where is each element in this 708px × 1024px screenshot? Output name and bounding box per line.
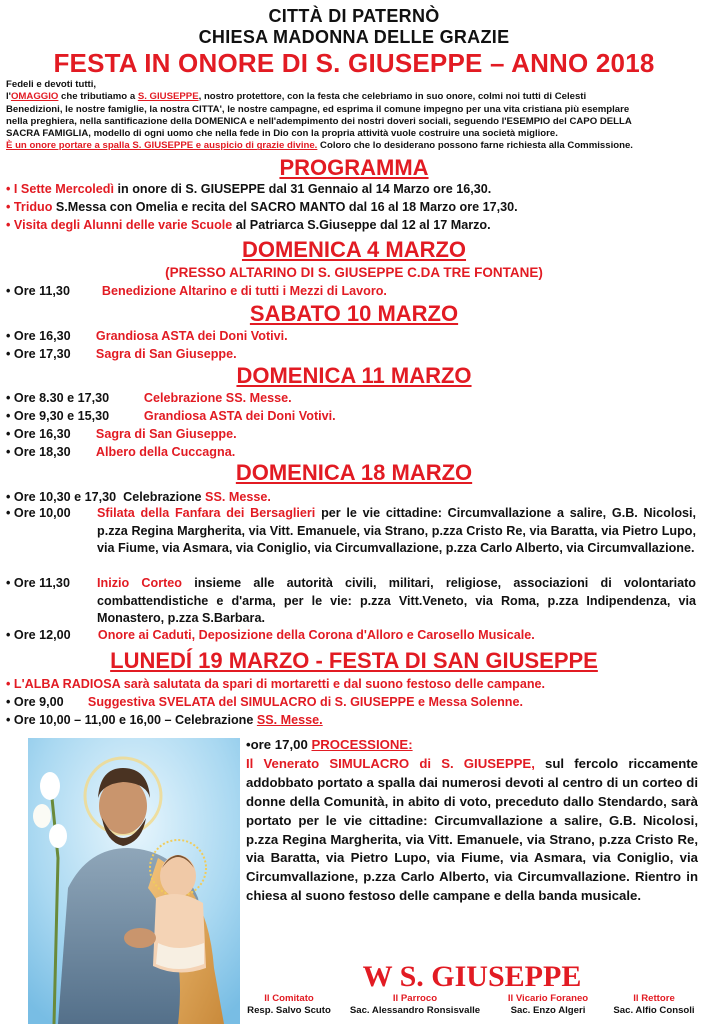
item-highlight: Suggestiva SVELATA del SIMULACRO di S. GIUSEPPE e Messa Solenne. bbox=[87, 695, 523, 709]
item-highlight: L'ALBA RADIOSA sarà salutata da spari di mortaretti e dal suono festoso delle campane. bbox=[13, 677, 546, 691]
lun19-heading bbox=[0, 648, 708, 674]
intro-text: che tributiamo a bbox=[58, 91, 138, 103]
list-item: • Ore 18,30 Albero della Cuccagna. bbox=[6, 445, 236, 459]
intro-text: , nostro protettore, con la festa che celebriamo in suo onore, colmi noi tutti di Celesti bbox=[198, 91, 587, 103]
item-text: S.Messa con Omelia e recita del SACRO MANTO dal 16 al 18 Marzo ore 17,30. bbox=[52, 200, 518, 214]
signature-title: Il Vicario Foraneo bbox=[507, 993, 589, 1004]
signature-title: Il Parroco bbox=[392, 993, 438, 1004]
intro-line: Fedeli e devoti tutti, bbox=[6, 79, 97, 90]
intro-highlight: S. GIUSEPPE bbox=[137, 91, 199, 103]
list-item: • Triduo S.Messa con Omelia e recita del SACRO MANTO dal 16 al 18 Marzo ore 17,30. bbox=[6, 200, 518, 214]
heading-text: DOMENICA 11 MARZO bbox=[236, 363, 472, 388]
dom18-heading bbox=[0, 460, 708, 486]
heading-text: DOMENICA 4 MARZO bbox=[241, 237, 467, 262]
item-time: Ore 9,00 bbox=[13, 695, 64, 709]
sab10-heading bbox=[0, 301, 708, 327]
viva-heading: W S. GIUSEPPE bbox=[362, 960, 582, 993]
heading-text: DOMENICA 18 MARZO bbox=[235, 460, 473, 485]
list-item: • Ore 16,30 Grandiosa ASTA dei Doni Votivi. bbox=[6, 329, 288, 343]
item-time-wrap: • Ore 11,30 bbox=[6, 576, 70, 590]
item-highlight: Albero della Cuccagna. bbox=[95, 445, 236, 459]
dom4-heading bbox=[0, 237, 708, 263]
list-item: • Ore 16,30 Sagra di San Giuseppe. bbox=[6, 427, 237, 441]
list-item bbox=[6, 505, 696, 558]
intro-line: Benedizioni, le nostre famiglie, la nostra CITTA', le nostre campagne, ed esprima il comune impegno per una vita cristiana più esemplare bbox=[6, 103, 630, 115]
item-highlight: Celebrazione SS. Messe. bbox=[143, 391, 292, 405]
intro-text: l' bbox=[6, 91, 11, 103]
item-highlight: SS. Messe. bbox=[256, 713, 323, 727]
item-text: in onore di S. GIUSEPPE dal 31 Gennaio al 14 Marzo ore 16,30. bbox=[114, 182, 492, 196]
heading-text: SABATO 10 MARZO bbox=[249, 301, 459, 326]
item-body bbox=[6, 575, 696, 628]
item-highlight: Grandiosa ASTA dei Doni Votivi. bbox=[143, 409, 336, 423]
signature-title: Il Comitato bbox=[264, 993, 314, 1004]
item-highlight: Sagra di San Giuseppe. bbox=[95, 427, 237, 441]
intro-paragraph bbox=[6, 79, 702, 153]
list-item: • Ore 11,30 Benedizione Altarino e di tutti i Mezzi di Lavoro. bbox=[6, 284, 387, 298]
item-text: per le vie cittadine: Circumvallazione a salire, G.B. Nicolosi, p.zza Regina Margherita, via Vitt. Emanuele, via Strano, p.zza Cristo Re, via Baratta, via Pietro Lupo, via Fiume, via Asmara, via Coniglio, via Circumvallazione, p.zza Carlo Alberto, via Circumvallazione. bbox=[97, 506, 697, 555]
intro-highlight: OMAGGIO bbox=[10, 91, 59, 103]
item-time: Ore 10,00 – 11,00 e 16,00 – Celebrazione bbox=[13, 713, 254, 727]
item-time: Ore 10,30 e 17,30 bbox=[13, 490, 117, 504]
item-text: Celebrazione bbox=[123, 490, 202, 504]
item-time: Ore 11,30 bbox=[13, 284, 70, 298]
signature-block bbox=[604, 993, 704, 1017]
procession-highlight: Il Venerato SIMULACRO di S. GIUSEPPE, bbox=[246, 755, 535, 771]
intro-text: Coloro che lo desiderano possono farne richiesta alla Commissione. bbox=[317, 140, 633, 152]
item-highlight: SS. Messe. bbox=[205, 490, 271, 504]
list-item: • I Sette Mercoledì in onore di S. GIUSEPPE dal 31 Gennaio al 14 Marzo ore 16,30. bbox=[6, 182, 492, 196]
list-item bbox=[6, 575, 696, 628]
saint-joseph-image bbox=[28, 738, 240, 1024]
item-highlight: Benedizione Altarino e di tutti i Mezzi di Lavoro. bbox=[101, 284, 387, 298]
item-highlight: Onore ai Caduti, Deposizione della Corona d'Alloro e Carosello Musicale. bbox=[97, 628, 535, 642]
programma-heading bbox=[0, 155, 708, 181]
list-item: • Ore 9,30 e 15,30 Grandiosa ASTA dei Doni Votivi. bbox=[6, 409, 336, 423]
item-highlight: Sagra di San Giuseppe. bbox=[95, 347, 237, 361]
signature-name: Resp. Salvo Scuto bbox=[247, 1005, 331, 1016]
item-time: Ore 12,00 bbox=[13, 628, 71, 642]
item-body bbox=[6, 505, 696, 558]
list-item: • Ore 9,00 Suggestiva SVELATA del SIMULACRO di S. GIUSEPPE e Messa Solenne. bbox=[6, 695, 523, 709]
church-heading: CHIESA MADONNA DELLE GRAZIE bbox=[198, 27, 510, 47]
item-highlight: Visita degli Alunni delle varie Scuole bbox=[13, 218, 233, 232]
dom4-subheading: (PRESSO ALTARINO DI S. GIUSEPPE C.DA TRE FONTANE) bbox=[165, 265, 543, 280]
intro-highlight: È un onore portare a spalla S. GIUSEPPE e auspicio di grazie divine. bbox=[6, 140, 318, 152]
item-time: Ore 9,30 e 15,30 bbox=[13, 409, 110, 423]
signature-block bbox=[244, 993, 334, 1017]
item-time: Ore 17,30 bbox=[13, 347, 71, 361]
intro-line bbox=[6, 91, 702, 103]
item-time-wrap: • Ore 10,00 bbox=[6, 506, 71, 520]
signature-name: Sac. Enzo Algeri bbox=[510, 1005, 586, 1016]
item-highlight: Grandiosa ASTA dei Doni Votivi. bbox=[95, 329, 288, 343]
item-time: Ore 8.30 e 17,30 bbox=[13, 391, 110, 405]
item-highlight: I Sette Mercoledì bbox=[13, 182, 115, 196]
list-item: • Ore 8.30 e 17,30 Celebrazione SS. Messe. bbox=[6, 391, 292, 405]
intro-line bbox=[6, 140, 702, 152]
procession-paragraph bbox=[246, 736, 698, 906]
item-highlight: Sfilata della Fanfara dei Bersaglieri bbox=[97, 506, 316, 520]
item-highlight: Inizio Corteo bbox=[97, 576, 182, 590]
intro-line: SACRA FAMIGLIA, modello di ogni uomo che nella fede in Dio con la propria attività vuole costruire una società migliore. bbox=[6, 128, 558, 140]
procession-time: •ore 17,00 bbox=[246, 737, 308, 752]
list-item: • Ore 10,30 e 17,30 Celebrazione SS. Messe. bbox=[6, 490, 271, 504]
saint-joseph-illustration bbox=[28, 738, 240, 1024]
intro-line: nella preghiera, nella santificazione della DOMENICA e nell'adempimento dei nostri doveri sociali, seguendo l'ESEMPIO del CAPO DELLA bbox=[6, 115, 632, 127]
item-text: al Patriarca S.Giuseppe dal 12 al 17 Marzo. bbox=[232, 218, 491, 232]
signature-block bbox=[338, 993, 492, 1017]
signature-title: Il Rettore bbox=[633, 993, 675, 1004]
procession-label: PROCESSIONE: bbox=[311, 737, 413, 752]
signature-name: Sac. Alessandro Ronsisvalle bbox=[349, 1005, 481, 1016]
item-time: Ore 16,30 bbox=[13, 427, 71, 441]
signature-block bbox=[498, 993, 598, 1017]
procession-text: sul fercolo riccamente addobbato portato a spalla dai numerosi devoti al centro di un corteo di donne della Comunità, in abito di voto, preceduto dallo Stendardo, sarà portato per le vie cittadine: Circumvallazione a salire, G.B. Nicolosi, p.zza Regina Margherita, via Vitt. Emanuele, via Strano, p.zza Cristo Re, via Baratta, via Pietro Lupo, via Fiume, via Asmara, via Coniglio, via Circumvallazione, p.zza Carlo Alberto, via Circumvallazione. Rientro in chiesa al suono festoso delle campane e della banda musicale. bbox=[246, 755, 698, 904]
dom11-heading bbox=[0, 363, 708, 389]
item-time: Ore 10,00 bbox=[13, 506, 71, 520]
list-item: • Ore 10,00 – 11,00 e 16,00 – Celebrazione SS. Messe. bbox=[6, 713, 323, 727]
heading-text: LUNEDÍ 19 MARZO - FESTA DI SAN GIUSEPPE bbox=[110, 648, 598, 673]
list-item: • Ore 17,30 Sagra di San Giuseppe. bbox=[6, 347, 237, 361]
list-item: • L'ALBA RADIOSA sarà salutata da spari di mortaretti e dal suono festoso delle campane. bbox=[6, 677, 546, 691]
item-time: Ore 18,30 bbox=[13, 445, 71, 459]
item-time: Ore 11,30 bbox=[13, 576, 70, 590]
city-heading: CITTÀ DI PATERNÒ bbox=[268, 6, 440, 26]
item-text: insieme alle autorità civili, militari, religiose, associazioni di volontariato combattendistiche e d'arma, per le vie: p.zza Vitt.Veneto, via Roma, p.zza Indipendenza, via Monastero, p.zza S.Barbara. bbox=[97, 576, 696, 625]
list-item: • Visita degli Alunni delle varie Scuole al Patriarca S.Giuseppe dal 12 al 17 Marzo. bbox=[6, 218, 491, 232]
item-time: Ore 16,30 bbox=[13, 329, 71, 343]
signature-name: Sac. Alfio Consoli bbox=[613, 1005, 695, 1016]
item-highlight: Triduo bbox=[13, 200, 53, 214]
page-title: FESTA IN ONORE DI S. GIUSEPPE – ANNO 2018 bbox=[53, 48, 655, 78]
heading-text: PROGRAMMA bbox=[279, 155, 429, 180]
list-item: • Ore 12,00 Onore ai Caduti, Deposizione della Corona d'Alloro e Carosello Musicale. bbox=[6, 628, 535, 642]
